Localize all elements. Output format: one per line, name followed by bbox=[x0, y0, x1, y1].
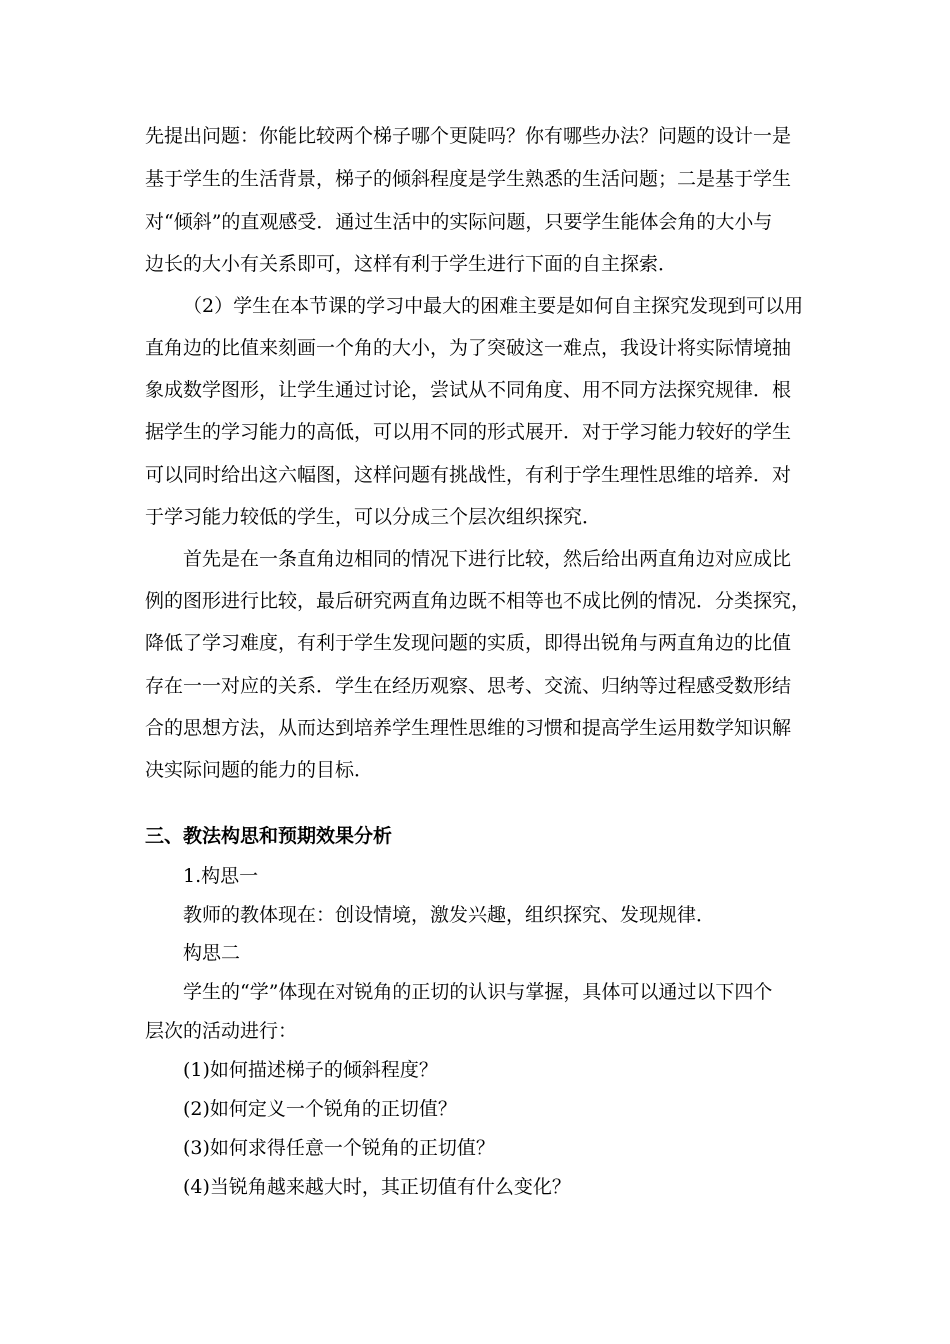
body-text-line: 可以同时给出这六幅图，这样问题有挑战性，有利于学生理性思维的培养．对 bbox=[145, 464, 792, 486]
body-text-line: 据学生的学习能力的高低，可以用不同的形式展开．对于学习能力较好的学生 bbox=[145, 421, 792, 443]
section-text-line: 学生的“学”体现在对锐角的正切的认识与掌握，具体可以通过以下四个 bbox=[183, 981, 773, 1003]
section-heading: 三、教法构思和预期效果分析 bbox=[145, 825, 393, 847]
body-text-line: 对“倾斜”的直观感受．通过生活中的实际问题，只要学生能体会角的大小与 bbox=[145, 211, 773, 233]
body-text-line: 于学习能力较低的学生，可以分成三个层次组织探究． bbox=[145, 506, 602, 528]
question-item: (2)如何定义一个锐角的正切值？ bbox=[183, 1098, 457, 1120]
body-text-line: 直角边的比值来刻画一个角的大小，为了突破这一难点，我设计将实际情境抽 bbox=[145, 337, 792, 359]
question-item: (4)当锐角越来越大时，其正切值有什么变化？ bbox=[183, 1176, 571, 1198]
body-text-line: 象成数学图形，让学生通过讨论，尝试从不同角度、用不同方法探究规律．根 bbox=[145, 379, 792, 401]
body-text-line: 边长的大小有关系即可，这样有利于学生进行下面的自主探索． bbox=[145, 253, 678, 275]
body-text-line: 合的思想方法，从而达到培养学生理性思维的习惯和提高学生运用数学知识解 bbox=[145, 717, 792, 739]
body-text-line: 例的图形进行比较，最后研究两直角边既不相等也不成比例的情况．分类探究， bbox=[145, 590, 811, 612]
body-text-line: （2）学生在本节课的学习中最大的困难主要是如何自主探究发现到可以用 bbox=[183, 295, 804, 317]
body-text-line: 降低了学习难度，有利于学生发现问题的实质，即得出锐角与两直角边的比值 bbox=[145, 632, 792, 654]
section-text-line: 1.构思一 bbox=[183, 865, 259, 887]
body-text-line: 决实际问题的能力的目标． bbox=[145, 759, 374, 781]
section-text-line: 层次的活动进行： bbox=[145, 1020, 298, 1042]
question-item: (3)如何求得任意一个锐角的正切值？ bbox=[183, 1137, 495, 1159]
body-text-line: 基于学生的生活背景，梯子的倾斜程度是学生熟悉的生活问题；二是基于学生 bbox=[145, 168, 792, 190]
section-text-line: 教师的教体现在：创设情境，激发兴趣，组织探究、发现规律． bbox=[183, 904, 716, 926]
section-text-line: 构思二 bbox=[183, 942, 241, 964]
body-text-line: 存在一一对应的关系．学生在经历观察、思考、交流、归纳等过程感受数形结 bbox=[145, 675, 792, 697]
body-text-line: 先提出问题：你能比较两个梯子哪个更陡吗？你有哪些办法？问题的设计一是 bbox=[145, 125, 792, 147]
question-item: (1)如何描述梯子的倾斜程度？ bbox=[183, 1059, 438, 1081]
body-text-line: 首先是在一条直角边相同的情况下进行比较，然后给出两直角边对应成比 bbox=[183, 548, 792, 570]
